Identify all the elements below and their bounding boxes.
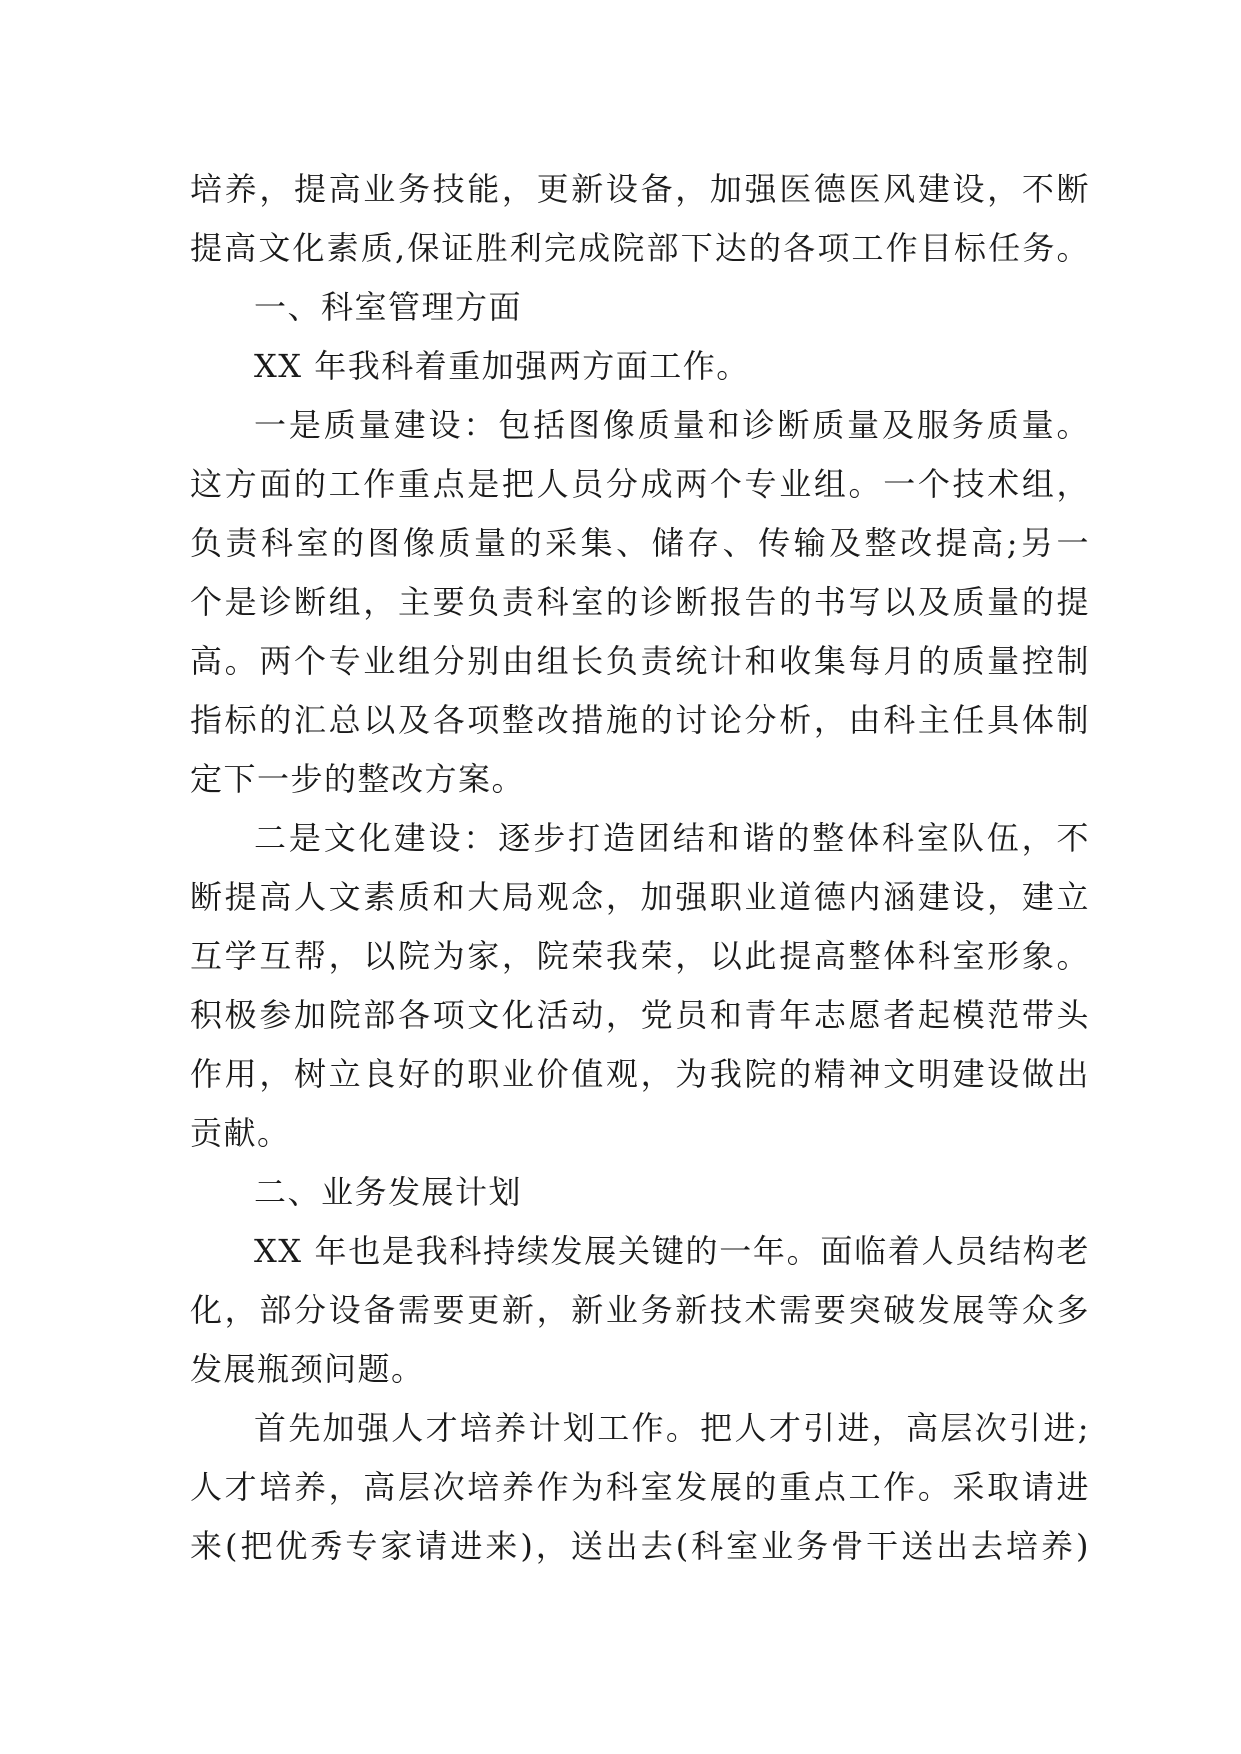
section-heading: 二、业务发展计划 <box>254 1173 523 1211</box>
text-line: 积极参加院部各项文化活动，党员和青年志愿者起模范带头 <box>190 996 1090 1034</box>
section-heading: 一、科室管理方面 <box>254 288 523 326</box>
text-line: 互学互帮，以院为家，院荣我荣，以此提高整体科室形象。 <box>190 937 1090 975</box>
text-line: 定下一步的整改方案。 <box>190 760 526 798</box>
text-line: 断提高人文素质和大局观念，加强职业道德内涵建设，建立 <box>190 878 1090 916</box>
text-line: 高。两个专业组分别由组长负责统计和收集每月的质量控制 <box>190 642 1090 680</box>
text-line: 这方面的工作重点是把人员分成两个专业组。一个技术组， <box>190 465 1090 503</box>
text-line: 发展瓶颈问题。 <box>190 1350 425 1388</box>
text-line: 指标的汇总以及各项整改措施的讨论分析，由科主任具体制 <box>190 701 1090 739</box>
document-body <box>190 160 1090 1576</box>
text-line: 培养，提高业务技能，更新设备，加强医德医风建设，不断 <box>190 170 1090 208</box>
text-line: 来(把优秀专家请进来)，送出去(科室业务骨干送出去培养) <box>190 1527 1090 1565</box>
text-line: XX 年我科着重加强两方面工作。 <box>254 347 750 385</box>
text-line: XX 年也是我科持续发展关键的一年。面临着人员结构老 <box>254 1232 1090 1270</box>
text-line: 提高文化素质,保证胜利完成院部下达的各项工作目标任务。 <box>190 229 1090 267</box>
text-line: 个是诊断组，主要负责科室的诊断报告的书写以及质量的提 <box>190 583 1090 621</box>
text-line: 首先加强人才培养计划工作。把人才引进，高层次引进; <box>254 1409 1090 1447</box>
text-line: 负责科室的图像质量的采集、储存、传输及整改提高;另一 <box>190 524 1090 562</box>
text-line: 化，部分设备需要更新，新业务新技术需要突破发展等众多 <box>190 1291 1090 1329</box>
text-line: 作用，树立良好的职业价值观，为我院的精神文明建设做出 <box>190 1055 1090 1093</box>
text-line: 贡献。 <box>190 1114 291 1152</box>
text-line: 二是文化建设：逐步打造团结和谐的整体科室队伍，不 <box>254 819 1090 857</box>
text-line: 人才培养，高层次培养作为科室发展的重点工作。采取请进 <box>190 1468 1090 1506</box>
text-line: 一是质量建设：包括图像质量和诊断质量及服务质量。 <box>254 406 1090 444</box>
